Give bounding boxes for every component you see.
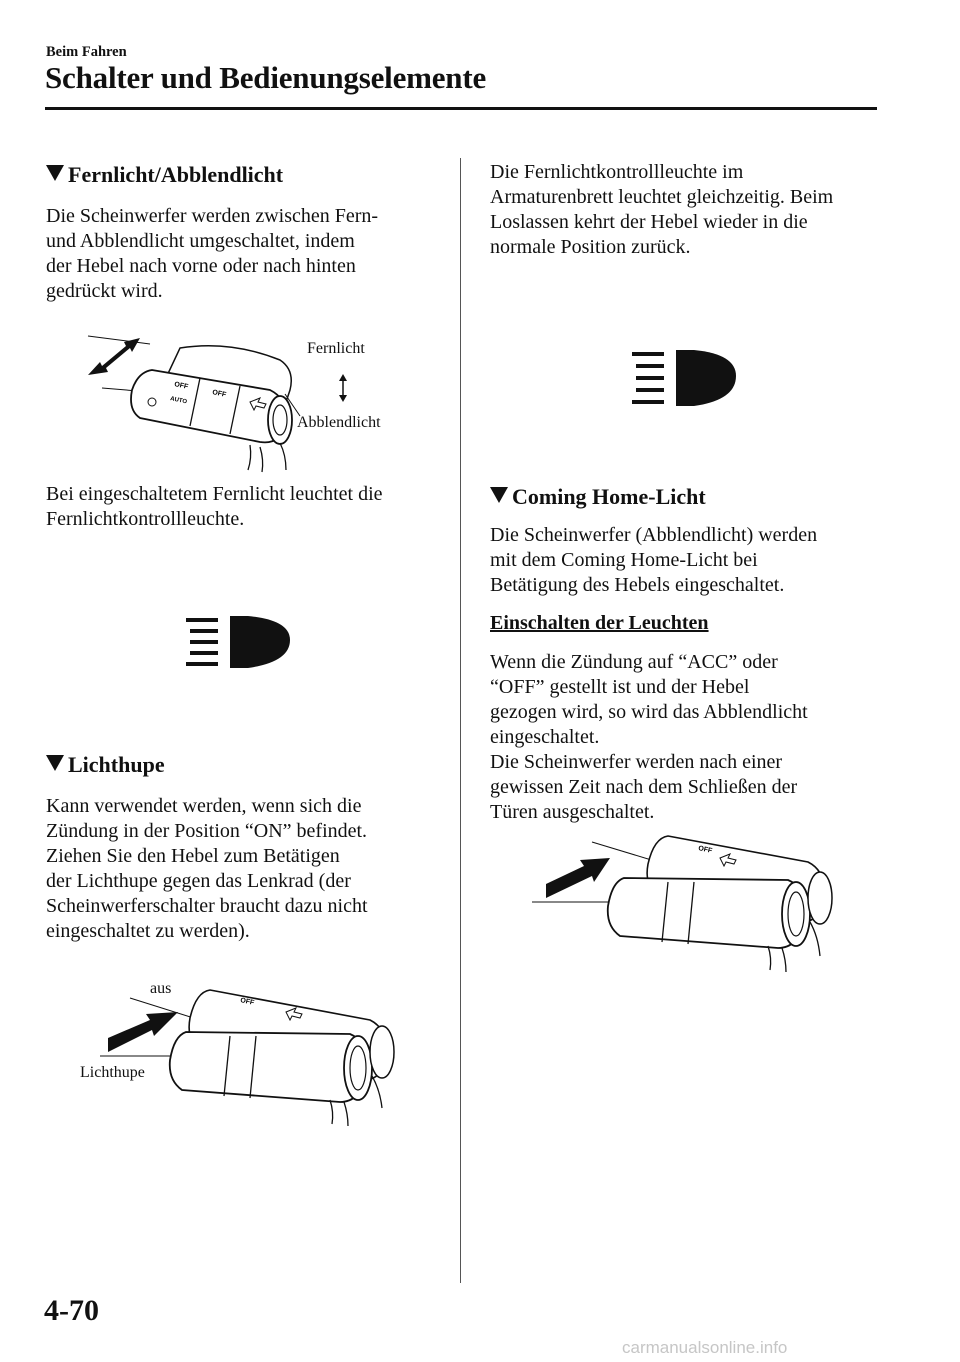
label-fernlicht: Fernlicht [307, 340, 365, 357]
section-label: Beim Fahren [46, 44, 127, 60]
fernlicht-note: Bei eingeschaltetem Fernlicht leuchtet die Fernlichtkontrollleuchte. [46, 483, 383, 530]
heading-fernlicht-text: Fernlicht/Abblendlicht [68, 162, 284, 187]
subheading-einschalten: Einschalten der Leuchten [490, 612, 709, 634]
right-intro: Die Fernlichtkontrollleuchte im Armaturenbrett leuchtet gleichzeitig. Beim Loslassen kehrt der Hebel wieder in die normale Position zurück. [490, 161, 834, 258]
coming-home-body: Wenn die Zündung auf “ACC” oder “OFF” gestellt ist und der Hebel gezogen wird, so wird das Abblendlicht eingeschaltet. Die Scheinwerfer werden nach einer gewissen Zeit nach dem Schließen der Türen ausgeschaltet. [490, 651, 808, 823]
heading-coming-home-text: Coming Home-Licht [512, 484, 706, 509]
high-beam-icon [186, 616, 290, 668]
lichthupe-text: Kann verwendet werden, wenn sich die Zündung in der Position “ON” befindet. Ziehen Sie den Hebel zum Betätigen der Lichthupe gegen das Lenkrad (der Scheinwerferschalter braucht dazu nicht eingeschaltet zu werden). [46, 795, 368, 942]
triangle-bullet-icon [46, 755, 64, 771]
lever-figure-coming-home [532, 832, 842, 982]
lever-auto-marking: AUTO [169, 396, 188, 406]
fernlicht-text: Die Scheinwerfer werden zwischen Fern- und Abblendlicht umgeschaltet, indem der Hebel nach vorne oder nach hinten gedrückt wird. [46, 205, 379, 302]
page-number: 4-70 [44, 1294, 99, 1327]
heading-lichthupe [46, 752, 165, 778]
lever-off-marking-3: OFF [239, 997, 255, 1007]
label-abblendlicht: Abblendlicht [297, 414, 381, 431]
column-divider [460, 158, 461, 1283]
triangle-bullet-icon [490, 487, 508, 503]
label-lichthupe: Lichthupe [80, 1064, 145, 1081]
header-rule [45, 107, 877, 110]
coming-home-text: Die Scheinwerfer (Abblendlicht) werden mit dem Coming Home-Licht bei Betätigung des Hebels eingeschaltet. [490, 524, 818, 596]
heading-lichthupe-text: Lichthupe [68, 752, 165, 777]
triangle-bullet-icon [46, 165, 64, 181]
chapter-title: Schalter und Bedienungselemente [45, 60, 487, 95]
lever-figure-lichthupe [90, 980, 410, 1130]
lever-off-marking-2: OFF [211, 389, 227, 399]
double-arrow-icon [88, 338, 140, 375]
heading-fernlicht [46, 162, 283, 188]
lever-off-marking-4: OFF [697, 845, 713, 855]
label-aus: aus [150, 980, 172, 997]
high-beam-icon [632, 350, 736, 406]
pull-arrow-icon [108, 1012, 178, 1052]
lever-off-marking: OFF [173, 381, 189, 391]
pull-arrow-icon [546, 858, 610, 898]
heading-coming-home [490, 484, 706, 510]
watermark: carmanualsonline.info [622, 1338, 788, 1357]
